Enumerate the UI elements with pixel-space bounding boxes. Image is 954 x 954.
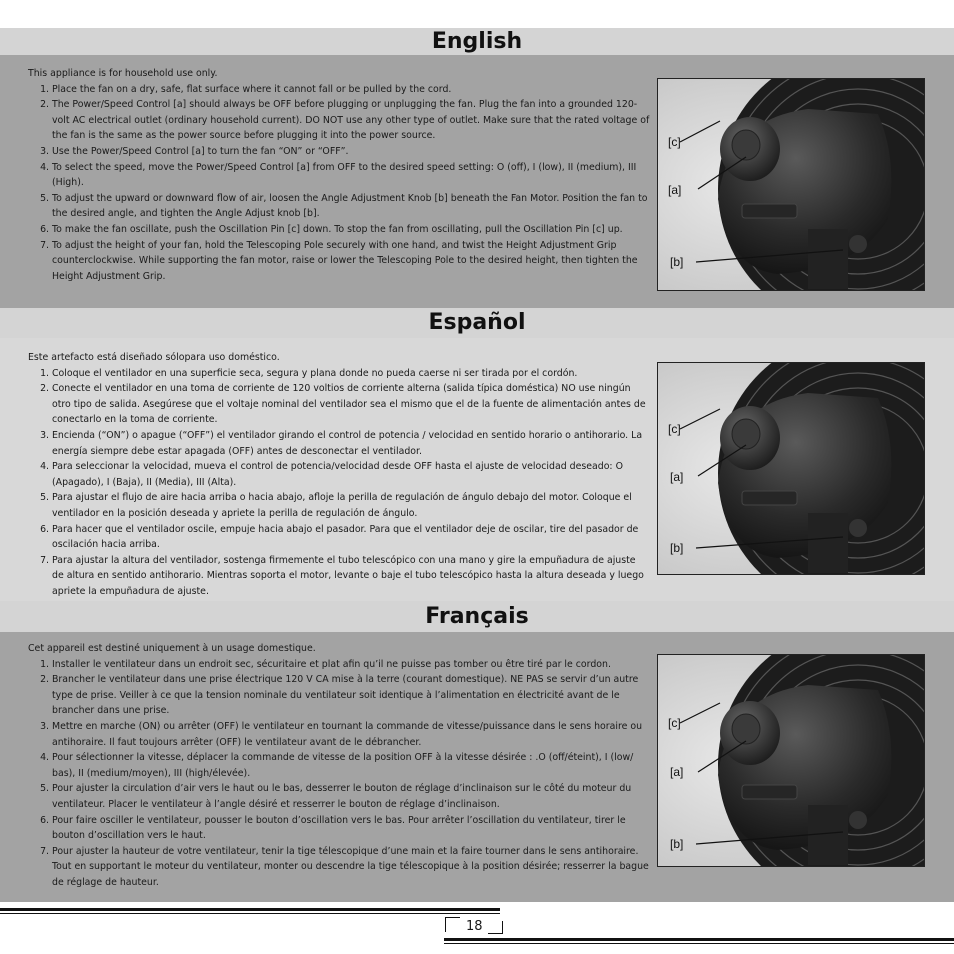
list-item: 5. Pour ajuster la circulation d’air vers le haut ou le bas, desserrer le bouton de réglage d’inclinaison sur le côté du moteur du ventilateur. Placer le ventilateur à l’angle désiré et resserrer le bouton de réglage d’inclinaison. [52, 781, 650, 812]
callout-c: [c] [668, 716, 681, 730]
list-item: 1. Coloque el ventilador en una superficie seca, segura y plana donde no pueda caerse ni ser tirada por el cordón. [52, 366, 650, 382]
callout-b: [b] [670, 541, 684, 555]
callout-b: [b] [670, 255, 684, 269]
list-item: 1. Installer le ventilateur dans un endroit sec, sécuritaire et plat afin qu’il ne puisse pas tomber ou être tiré par le cordon. [52, 657, 650, 673]
list-item: 6. Para hacer que el ventilador oscile, empuje hacia abajo el pasador. Para que el ventilador deje de oscilar, tire del pasador de oscilación hacia arriba. [52, 522, 650, 553]
page-number-bracket-right [488, 921, 503, 934]
instructions-text [28, 641, 650, 891]
callout-a: [a] [670, 470, 684, 484]
callout-b: [b] [670, 837, 684, 851]
page-number-bracket-left [445, 917, 460, 932]
section-heading-band [0, 308, 954, 338]
list-item: 3. Mettre en marche (ON) ou arrêter (OFF) le ventilateur en tournant la commande de vitesse/puissance dans le sens horaire ou antihoraire. Il faut toujours arrêter (OFF) le ventilateur avant de le débrancher. [52, 719, 650, 750]
list-item: 6. To make the fan oscillate, push the Oscillation Pin [c] down. To stop the fan from oscillating, pull the Oscillation Pin [c] up. [52, 222, 650, 238]
list-item: 2. Conecte el ventilador en una toma de corriente de 120 voltios de corriente alterna (salida típica doméstica) NO use ningún otro tipo de salida. Asegúrese que el voltaje nominal del ventilador sea el mismo que el de la fuente de alimentación antes de conectarlo en la toma de corriente. [52, 381, 650, 428]
callout-c: [c] [668, 135, 681, 149]
list-item: 2. The Power/Speed Control [a] should always be OFF before plugging or unplugging the fan. Plug the fan into a grounded 120-volt AC electrical outlet (ordinary household current). DO NOT use any other type of outlet. Make sure that the rated voltage of the fan is the same as the power source before plugging it into the power source. [52, 97, 650, 144]
callout-a: [a] [668, 183, 682, 197]
steps-list [28, 657, 650, 891]
callout-c: [c] [668, 422, 681, 436]
section-heading: English [431, 29, 523, 54]
instructions-text [28, 66, 650, 284]
section-panel-francais [0, 632, 954, 902]
intro-text: This appliance is for household use only. [28, 68, 218, 79]
fan-photo [657, 654, 925, 867]
footer-rule-left-thick [0, 908, 500, 911]
list-item: 4. Pour sélectionner la vitesse, déplacer la commande de vitesse de la position OFF à la vitesse désirée : .O (off/éteint), I (low/ bas), II (medium/moyen), III (high/élevée). [52, 750, 650, 781]
list-item: 3. Encienda (“ON”) o apague (“OFF”) el ventilador girando el control de potencia / velocidad en sentido horario o antihorario. La energía siempre debe estar apagada (OFF) antes de desconectar el ventilador. [52, 428, 650, 459]
intro-text: Cet appareil est destiné uniquement à un usage domestique. [28, 643, 316, 654]
section-heading: Español [428, 310, 526, 335]
section-heading-band [0, 28, 954, 55]
section-panel-espanol [0, 338, 954, 601]
intro-text: Este artefacto está diseñado sólopara uso doméstico. [28, 352, 280, 363]
section-heading: Français [425, 604, 529, 629]
fan-photo [657, 362, 925, 575]
steps-list [28, 366, 650, 600]
list-item: 5. Para ajustar el flujo de aire hacia arriba o hacia abajo, afloje la perilla de regulación de ángulo debajo del motor. Coloque el ventilador en la posición deseada y apriete la perilla de regulación de ángulo. [52, 490, 650, 521]
footer-rule-right-thick [444, 938, 954, 941]
page-number: 18 [466, 919, 483, 934]
list-item: 4. Para seleccionar la velocidad, mueva el control de potencia/velocidad desde OFF hasta el ajuste de velocidad deseado: O (Apagado), I (Baja), II (Media), III (Alta). [52, 459, 650, 490]
callout-a: [a] [670, 765, 684, 779]
list-item: 3. Use the Power/Speed Control [a] to turn the fan “ON” or “OFF”. [52, 144, 650, 160]
list-item: 7. To adjust the height of your fan, hold the Telescoping Pole securely with one hand, and twist the Height Adjustment Grip counterclockwise. While supporting the fan motor, raise or lower the Telescoping Pole to the desired height, then tighten the Height Adjustment Grip. [52, 238, 650, 285]
list-item: 7. Para ajustar la altura del ventilador, sostenga firmemente el tubo telescópico con una mano y gire la empuñadura de ajuste de altura en sentido antihorario. Mientras soporta el motor, levante o baje el tubo telescópico hasta la altura deseada y luego apriete la empuñadura de ajuste. [52, 553, 650, 600]
list-item: 5. To adjust the upward or downward flow of air, loosen the Angle Adjustment Knob [b] beneath the Fan Motor. Position the fan to the desired angle, and tighten the Angle Adjust knob [b]. [52, 191, 650, 222]
steps-list [28, 82, 650, 285]
list-item: 7. Pour ajuster la hauteur de votre ventilateur, tenir la tige télescopique d’une main et la faire tourner dans le sens antihoraire. Tout en supportant le moteur du ventilateur, monter ou descendre la tige télescopique à la position désirée; resserrer la bague de réglage de hauteur. [52, 844, 650, 891]
list-item: 6. Pour faire osciller le ventilateur, pousser le bouton d’oscillation vers le bas. Pour arrêter l’oscillation du ventilateur, tirer le bouton d’oscillation vers le haut. [52, 813, 650, 844]
list-item: 4. To select the speed, move the Power/Speed Control [a] from OFF to the desired speed setting: O (off), I (low), II (medium), III (High). [52, 160, 650, 191]
fan-photo [657, 78, 925, 291]
section-heading-band [0, 601, 954, 632]
instructions-text [28, 350, 650, 600]
list-item: 2. Brancher le ventilateur dans une prise électrique 120 V CA mise à la terre (courant domestique). NE PAS se servir d’un autre type de prise. Veiller à ce que la tension nominale du ventilateur soit identique à l’alimentation en électricité avant de le brancher dans une prise. [52, 672, 650, 719]
footer-rule-left-thin [0, 913, 500, 914]
list-item: 1. Place the fan on a dry, safe, flat surface where it cannot fall or be pulled by the cord. [52, 82, 650, 98]
section-panel-english [0, 55, 954, 308]
footer-rule-right-thin [444, 943, 954, 944]
